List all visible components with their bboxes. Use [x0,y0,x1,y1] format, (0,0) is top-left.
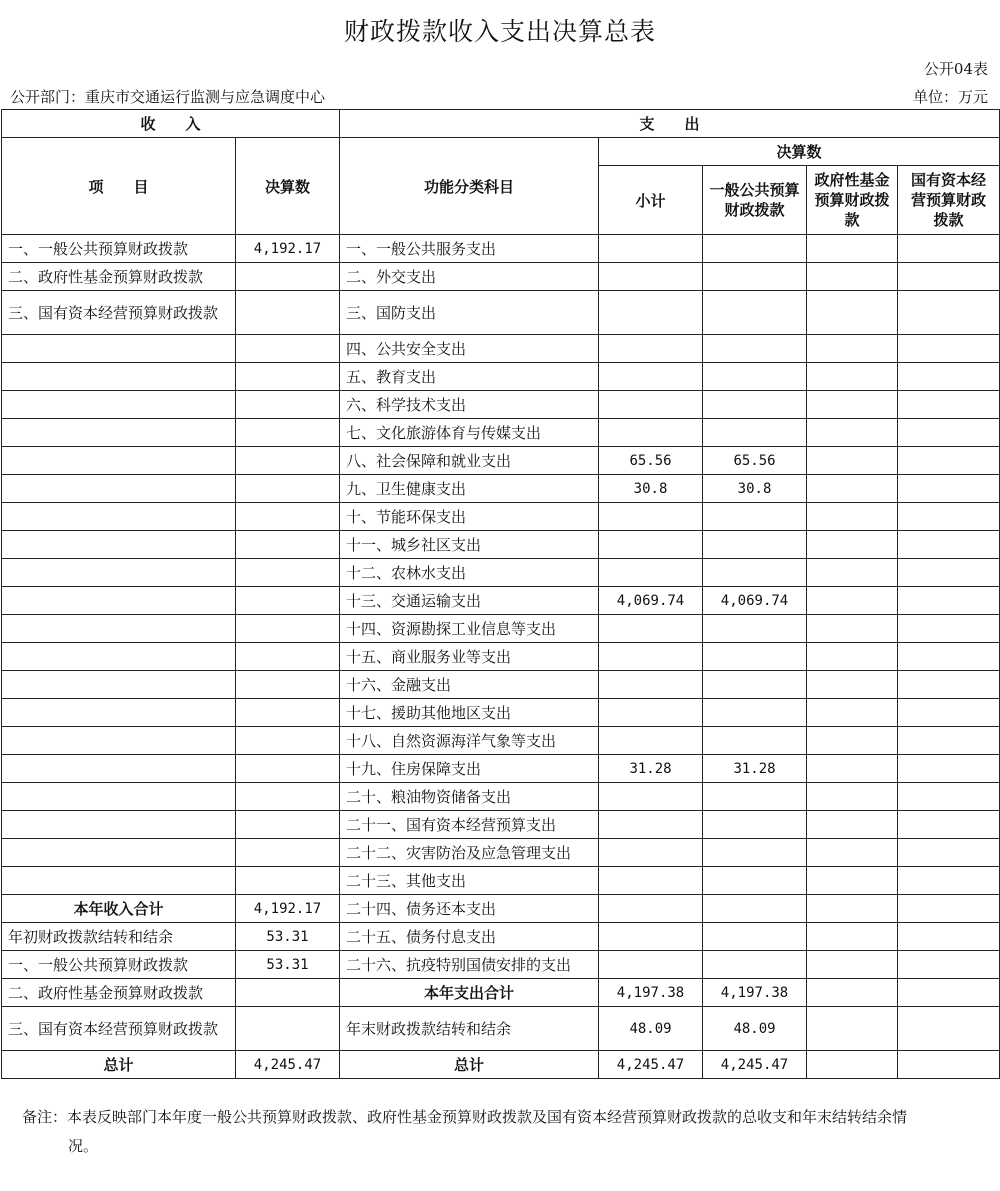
general-budget-cell [703,615,807,643]
footnote-text-continued: 况。 [68,1137,99,1155]
table-row [2,503,1000,531]
table-row [2,755,1000,783]
subtotal-cell: 4,197.38 [599,979,703,1007]
income-item-cell [2,615,236,643]
expense-item-cell: 十四、资源勘探工业信息等支出 [340,615,599,643]
general-budget-cell: 48.09 [703,1007,807,1051]
income-amount-cell [236,1007,340,1051]
unit-label: 单位：万元 [912,88,988,106]
expense-item-cell: 十八、自然资源海洋气象等支出 [340,727,599,755]
gov-fund-cell [807,895,898,923]
table-row [2,839,1000,867]
subtotal-cell [599,643,703,671]
gov-fund-cell [807,335,898,363]
income-item-cell: 一、一般公共预算财政拨款 [2,951,236,979]
table-row [2,447,1000,475]
table-row [2,951,1000,979]
subtotal-cell [599,811,703,839]
state-capital-cell [898,419,1000,447]
general-budget-cell: 65.56 [703,447,807,475]
income-item-cell: 三、国有资本经营预算财政拨款 [2,1007,236,1051]
expense-item-cell: 二十四、债务还本支出 [340,895,599,923]
gov-fund-cell [807,291,898,335]
general-budget-cell [703,839,807,867]
gov-fund-cell [807,1051,898,1079]
table-row [2,783,1000,811]
income-amount-cell: 4,192.17 [236,895,340,923]
general-budget-cell [703,727,807,755]
gov-fund-cell [807,1007,898,1051]
income-amount-cell [236,755,340,783]
subtotal-cell [599,235,703,263]
income-amount-cell: 53.31 [236,951,340,979]
state-capital-cell [898,811,1000,839]
subtotal-cell [599,531,703,559]
state-capital-cell [898,235,1000,263]
gov-fund-cell [807,363,898,391]
footnote-label: 备注： [22,1108,68,1126]
expense-item-cell: 一、一般公共服务支出 [340,235,599,263]
table-row [2,1051,1000,1079]
general-budget-cell [703,699,807,727]
income-amount-cell [236,475,340,503]
state-capital-cell [898,839,1000,867]
income-item-cell [2,755,236,783]
income-amount-cell [236,699,340,727]
income-item-cell [2,839,236,867]
expense-item-cell: 二、外交支出 [340,263,599,291]
subtotal-cell: 48.09 [599,1007,703,1051]
general-budget-cell [703,503,807,531]
table-row [2,1007,1000,1051]
gov-fund-cell [807,923,898,951]
income-item-cell [2,783,236,811]
general-budget-header: 一般公共预算财政拨款 [703,166,807,235]
general-budget-cell [703,419,807,447]
gov-fund-cell [807,727,898,755]
gov-fund-cell [807,979,898,1007]
subtotal-cell [599,699,703,727]
fiscal-summary-table [1,109,1000,1079]
state-capital-cell [898,979,1000,1007]
income-item-cell [2,419,236,447]
state-capital-cell [898,587,1000,615]
income-item-cell [2,643,236,671]
table-row [2,419,1000,447]
income-header: 收 入 [2,110,340,138]
income-amount-cell [236,419,340,447]
income-item-cell: 二、政府性基金预算财政拨款 [2,979,236,1007]
general-budget-cell [703,867,807,895]
gov-fund-cell [807,447,898,475]
income-amount-cell: 4,245.47 [236,1051,340,1079]
general-budget-cell [703,263,807,291]
table-row [2,643,1000,671]
state-capital-cell [898,1007,1000,1051]
expense-item-cell: 二十一、国有资本经营预算支出 [340,811,599,839]
subtotal-cell [599,335,703,363]
income-amount-cell [236,291,340,335]
table-row [2,291,1000,335]
expense-item-cell: 二十二、灾害防治及应急管理支出 [340,839,599,867]
subtotal-cell [599,559,703,587]
gov-fund-cell [807,839,898,867]
gov-fund-cell [807,475,898,503]
expense-item-cell: 十九、住房保障支出 [340,755,599,783]
expense-item-cell: 十二、农林水支出 [340,559,599,587]
income-amount-cell [236,727,340,755]
state-capital-cell [898,291,1000,335]
gov-fund-cell [807,615,898,643]
expense-item-cell: 总计 [340,1051,599,1079]
gov-fund-cell [807,867,898,895]
state-capital-cell [898,475,1000,503]
state-capital-cell [898,335,1000,363]
income-amount-cell [236,839,340,867]
expense-item-cell: 十六、金融支出 [340,671,599,699]
expense-item-cell: 十五、商业服务业等支出 [340,643,599,671]
table-row [2,363,1000,391]
subtotal-cell: 30.8 [599,475,703,503]
general-budget-cell: 30.8 [703,475,807,503]
state-capital-cell [898,615,1000,643]
subtotal-cell [599,727,703,755]
income-item-cell [2,391,236,419]
income-item-cell [2,867,236,895]
expense-item-cell: 二十、粮油物资储备支出 [340,783,599,811]
general-budget-cell [703,643,807,671]
expense-item-cell: 十一、城乡社区支出 [340,531,599,559]
subtotal-cell: 4,069.74 [599,587,703,615]
subtotal-cell: 31.28 [599,755,703,783]
general-budget-cell [703,363,807,391]
income-item-cell [2,531,236,559]
department-label: 公开部门：重庆市交通运行监测与应急调度中心 [10,88,326,106]
income-amount-cell [236,559,340,587]
subtotal-cell [599,839,703,867]
subtotal-cell [599,895,703,923]
state-capital-cell [898,923,1000,951]
income-item-cell [2,335,236,363]
expense-item-cell: 八、社会保障和就业支出 [340,447,599,475]
subtotal-cell [599,671,703,699]
income-amount-cell [236,335,340,363]
table-row [2,335,1000,363]
income-item-cell [2,475,236,503]
income-amount-cell [236,979,340,1007]
final-amount-group-header: 决算数 [599,138,1000,166]
gov-fund-cell [807,755,898,783]
gov-fund-cell [807,699,898,727]
general-budget-cell [703,783,807,811]
state-capital-cell [898,503,1000,531]
income-amount-cell: 53.31 [236,923,340,951]
table-row [2,587,1000,615]
general-budget-cell [703,951,807,979]
income-item-cell [2,727,236,755]
expense-item-cell: 十七、援助其他地区支出 [340,699,599,727]
state-capital-cell [898,263,1000,291]
state-capital-cell [898,895,1000,923]
state-capital-cell [898,699,1000,727]
expense-item-cell: 二十五、债务付息支出 [340,923,599,951]
gov-fund-cell [807,559,898,587]
income-amount-cell [236,643,340,671]
function-category-header: 功能分类科目 [340,138,599,235]
gov-fund-header: 政府性基金预算财政拨款 [807,166,898,235]
expense-item-cell: 七、文化旅游体育与传媒支出 [340,419,599,447]
state-capital-header: 国有资本经营预算财政拨款 [898,166,1000,235]
income-item-cell [2,363,236,391]
subtotal-cell [599,615,703,643]
expense-item-cell: 二十三、其他支出 [340,867,599,895]
general-budget-cell: 31.28 [703,755,807,783]
table-row [2,475,1000,503]
table-row [2,391,1000,419]
income-amount-cell: 4,192.17 [236,235,340,263]
income-amount-cell [236,811,340,839]
expense-header: 支 出 [340,110,1000,138]
table-row [2,263,1000,291]
general-budget-cell [703,531,807,559]
subtotal-cell [599,503,703,531]
general-budget-cell [703,235,807,263]
general-budget-cell: 4,245.47 [703,1051,807,1079]
table-row [2,811,1000,839]
income-item-cell [2,811,236,839]
income-item-cell: 年初财政拨款结转和结余 [2,923,236,951]
item-header: 项 目 [2,138,236,235]
income-item-cell [2,503,236,531]
table-row [2,979,1000,1007]
income-item-cell: 三、国有资本经营预算财政拨款 [2,291,236,335]
state-capital-cell [898,783,1000,811]
state-capital-cell [898,755,1000,783]
gov-fund-cell [807,503,898,531]
gov-fund-cell [807,263,898,291]
expense-item-cell: 九、卫生健康支出 [340,475,599,503]
subtotal-cell [599,783,703,811]
income-amount-cell [236,503,340,531]
general-budget-cell [703,671,807,699]
general-budget-cell [703,923,807,951]
income-item-cell: 总计 [2,1051,236,1079]
general-budget-cell: 4,069.74 [703,587,807,615]
subtotal-cell [599,263,703,291]
general-budget-cell [703,895,807,923]
subtotal-cell: 4,245.47 [599,1051,703,1079]
subtotal-cell [599,923,703,951]
footnote-text: 本表反映部门本年度一般公共预算财政拨款、政府性基金预算财政拨款及国有资本经营预算财政拨款的总收支和年末结转结余情 [67,1108,908,1126]
state-capital-cell [898,363,1000,391]
state-capital-cell [898,951,1000,979]
gov-fund-cell [807,419,898,447]
general-budget-cell [703,291,807,335]
income-item-cell: 本年收入合计 [2,895,236,923]
subtotal-cell [599,391,703,419]
table-row [2,235,1000,263]
income-item-cell [2,671,236,699]
table-row [2,727,1000,755]
table-row [2,699,1000,727]
income-amount-cell [236,671,340,699]
income-amount-cell [236,531,340,559]
footnote [22,1103,990,1161]
state-capital-cell [898,671,1000,699]
income-amount-cell [236,263,340,291]
state-capital-cell [898,531,1000,559]
expense-item-cell: 三、国防支出 [340,291,599,335]
report-title: 财政拨款收入支出决算总表 [343,17,656,46]
gov-fund-cell [807,811,898,839]
table-row [2,531,1000,559]
gov-fund-cell [807,531,898,559]
income-amount-cell [236,447,340,475]
income-amount-cell [236,867,340,895]
income-item-cell [2,587,236,615]
expense-item-cell: 六、科学技术支出 [340,391,599,419]
gov-fund-cell [807,391,898,419]
subtotal-cell: 65.56 [599,447,703,475]
general-budget-cell [703,391,807,419]
income-amount-cell [236,363,340,391]
state-capital-cell [898,447,1000,475]
subtotal-cell [599,951,703,979]
table-row [2,895,1000,923]
income-item-cell [2,559,236,587]
expense-item-cell: 四、公共安全支出 [340,335,599,363]
table-row [2,559,1000,587]
state-capital-cell [898,867,1000,895]
gov-fund-cell [807,643,898,671]
income-item-cell [2,447,236,475]
subtotal-cell [599,867,703,895]
general-budget-cell [703,811,807,839]
income-amount-cell [236,587,340,615]
general-budget-cell [703,559,807,587]
state-capital-cell [898,391,1000,419]
state-capital-cell [898,1051,1000,1079]
expense-item-cell: 五、教育支出 [340,363,599,391]
table-row [2,671,1000,699]
state-capital-cell [898,727,1000,755]
income-amount-cell [236,391,340,419]
form-number: 公开04表 [923,60,988,78]
subtotal-cell [599,363,703,391]
general-budget-cell: 4,197.38 [703,979,807,1007]
table-row [2,615,1000,643]
gov-fund-cell [807,671,898,699]
income-item-cell: 一、一般公共预算财政拨款 [2,235,236,263]
expense-item-cell: 二十六、抗疫特别国债安排的支出 [340,951,599,979]
income-amount-cell [236,783,340,811]
gov-fund-cell [807,587,898,615]
subtotal-header: 小计 [599,166,703,235]
income-item-cell: 二、政府性基金预算财政拨款 [2,263,236,291]
state-capital-cell [898,559,1000,587]
general-budget-cell [703,335,807,363]
subtotal-cell [599,291,703,335]
expense-item-cell: 本年支出合计 [340,979,599,1007]
subtotal-cell [599,419,703,447]
expense-item-cell: 年末财政拨款结转和结余 [340,1007,599,1051]
income-item-cell [2,699,236,727]
income-amount-cell [236,615,340,643]
gov-fund-cell [807,783,898,811]
final-amount-header: 决算数 [236,138,340,235]
expense-item-cell: 十三、交通运输支出 [340,587,599,615]
table-row [2,867,1000,895]
gov-fund-cell [807,235,898,263]
table-row [2,923,1000,951]
state-capital-cell [898,643,1000,671]
gov-fund-cell [807,951,898,979]
expense-item-cell: 十、节能环保支出 [340,503,599,531]
